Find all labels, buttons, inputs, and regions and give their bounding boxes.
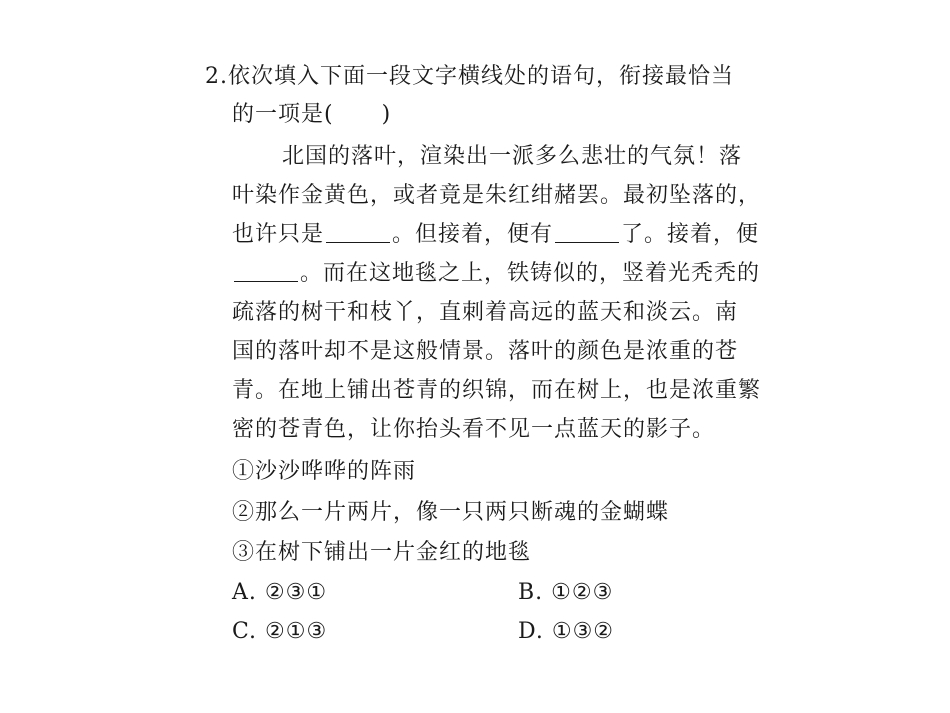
- option-c: C. ②①③: [232, 619, 328, 644]
- question-stem-text: 依次填入下面一段文字横线处的语句，衔接最恰当: [228, 64, 735, 89]
- choice-item-2: ②那么一片两片，像一只两只断魂的金蝴蝶: [232, 500, 670, 525]
- option-b: B. ①②③: [518, 580, 614, 605]
- passage-line-2: 叶染作金黄色，或者竟是朱红绀赭罢。最初坠落的，: [232, 183, 762, 208]
- passage-line-3: [232, 220, 759, 250]
- option-a: A. ②③①: [232, 580, 328, 605]
- choice-item-3: ③在树下铺出一片金红的地毯: [232, 540, 532, 565]
- passage-line-8: 密的苍青色，让你抬头看不见一点蓝天的影子。: [232, 417, 716, 442]
- question-number: 2.: [205, 64, 228, 89]
- question-stem-text-2: 的一项是(: [232, 102, 334, 127]
- passage-line-4: [232, 259, 760, 289]
- question-stem-line2: [232, 100, 391, 130]
- choice-item-1: ①沙沙哗哗的阵雨: [232, 459, 417, 484]
- passage-line-7: 青。在地上铺出苍青的织锦，而在树上，也是浓重繁: [232, 378, 762, 403]
- fill-blank-3: [234, 261, 298, 282]
- answer-paren-close: ): [381, 102, 392, 127]
- passage-line-3-part-c: 了。接着，便: [621, 222, 760, 247]
- passage-line-3-part-a: 也许只是: [232, 222, 325, 247]
- passage-line-3-part-b: 。但接着，便有: [392, 222, 554, 247]
- question-stem-line1: [205, 62, 734, 92]
- passage-line-1: 北国的落叶，渲染出一派多么悲壮的气氛！落: [282, 144, 743, 169]
- option-d: D. ①③②: [518, 619, 615, 644]
- passage-line-5: 疏落的树干和枝丫，直刺着高远的蓝天和淡云。南: [232, 300, 739, 325]
- passage-line-4-text: 。而在这地毯之上，铁铸似的，竖着光秃秃的: [300, 261, 761, 286]
- passage-line-6: 国的落叶却不是这般情景。落叶的颜色是浓重的苍: [232, 339, 739, 364]
- fill-blank-1: [326, 222, 390, 243]
- fill-blank-2: [555, 222, 619, 243]
